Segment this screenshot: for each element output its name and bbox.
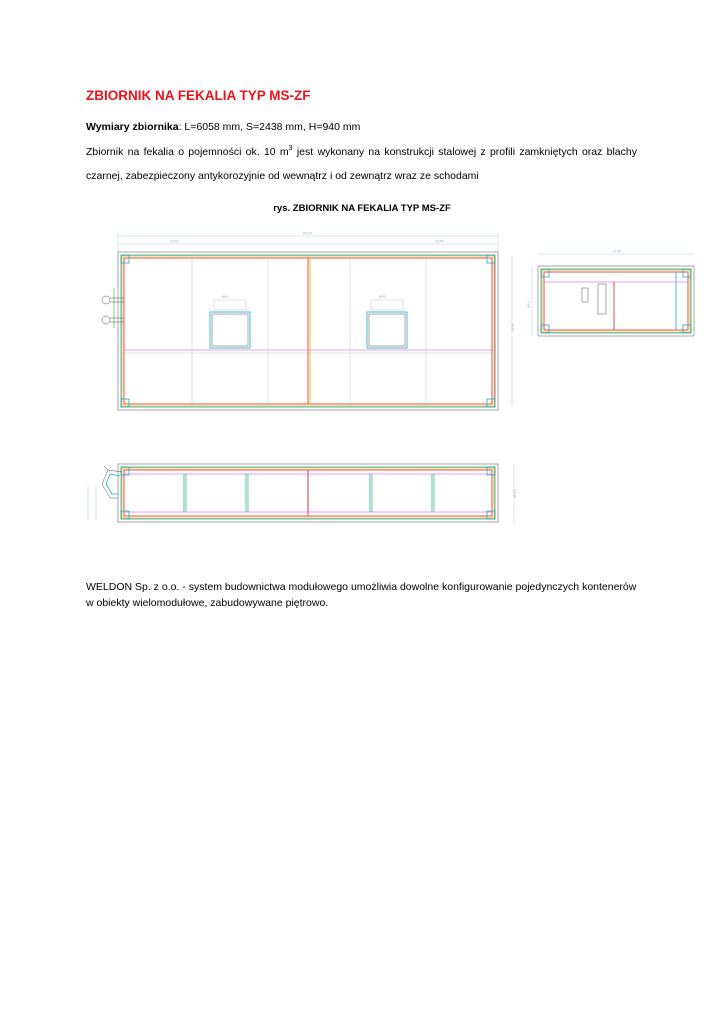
dim-height-total: 1010	[513, 489, 517, 498]
description-text-continued: jest wykonany na konstrukcji stalowej z profili zamkniętych oraz blachy czarnej, zabezpieczony antykorozyjnie od wewnątrz i od zewnątrz wraz ze schodami	[86, 146, 637, 182]
dimensions-line	[86, 121, 360, 133]
dim-width: 2438	[511, 323, 515, 332]
tank-side-view-drawing	[524, 248, 714, 343]
footer-text: WELDON Sp. z o.o. - system budownictwa modułowego umożliwia dowolne konfigurowanie pojedynczych kontenerów w obiekty wielomodułowe, zabudowywane piętrowo.	[86, 581, 637, 609]
dim-side-width: 2438	[612, 249, 621, 254]
dimensions-value: : L=6058 mm, S=2438 mm, H=940 mm	[178, 121, 361, 133]
dim-half-left: 2940	[170, 239, 179, 244]
dim-half-right: 2940	[435, 239, 444, 244]
description-text: Zbiornik na fekalia o pojemności ok. 10 m	[86, 146, 289, 158]
superscript-3: 3	[288, 145, 293, 152]
dim-overall-length: 6058	[303, 231, 312, 236]
dimensions-label: Wymiary zbiornika	[86, 121, 179, 133]
page-title: ZBIORNIK NA FEKALIA TYP MS-ZF	[86, 88, 311, 103]
figure-caption: rys. ZBIORNIK NA FEKALIA TYP MS-ZF	[273, 203, 451, 214]
description	[86, 140, 637, 188]
tank-elevation-view-drawing	[84, 458, 524, 530]
dim-height: 940	[527, 301, 531, 308]
tank-top-view-drawing	[100, 228, 520, 413]
dim-hatch-left: 600	[222, 295, 229, 299]
dim-hatch-right: 600	[379, 295, 386, 299]
